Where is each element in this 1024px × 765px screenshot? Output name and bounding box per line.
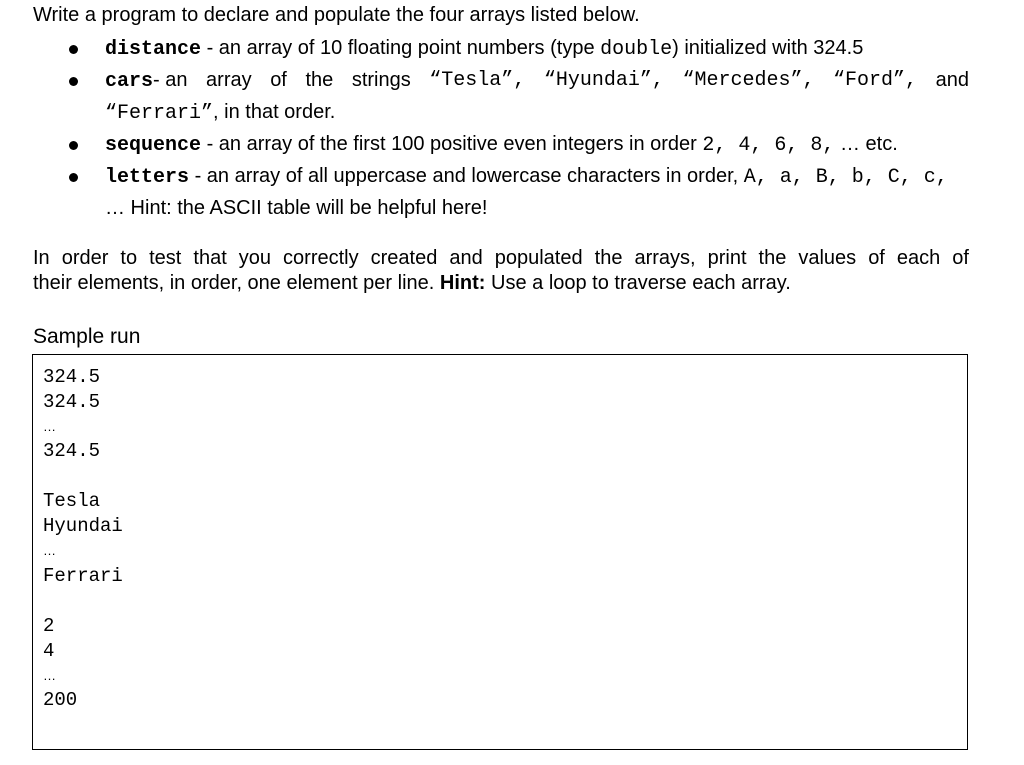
distance-desc-2: ) initialized with 324.5	[672, 37, 864, 59]
bullet-distance	[69, 33, 969, 65]
cars-word: - an	[153, 69, 188, 91]
bullet-cars	[69, 65, 969, 129]
output-line: 4	[43, 640, 55, 662]
paragraph-word: created	[370, 247, 438, 269]
paragraph-word: print	[707, 247, 747, 269]
output-line: 324.5	[43, 391, 101, 413]
type-double: double	[600, 38, 673, 61]
cars-word: strings	[351, 69, 411, 91]
paragraph-word: each	[896, 247, 941, 269]
cars-line-2	[105, 97, 969, 129]
term-cars: cars	[105, 70, 154, 93]
cars-word: of	[270, 69, 287, 91]
paragraph-word: correctly	[283, 247, 359, 269]
term-sequence: sequence	[105, 134, 202, 157]
paragraph-word: populated	[494, 247, 583, 269]
letters-hint: … Hint: the ASCII table will be helpful here!	[105, 197, 488, 219]
bullet-sequence	[69, 129, 969, 161]
bullet-letters	[69, 161, 969, 224]
car-ferrari: “Ferrari”	[105, 102, 214, 125]
output-ellipsis: …	[43, 419, 55, 434]
sample-run-box	[32, 354, 968, 750]
paragraph-word: to	[120, 247, 138, 269]
sequence-desc: - an array of the first 100 positive even integers in order	[201, 133, 703, 155]
output-ellipsis: …	[43, 668, 55, 683]
line2-start: their elements, in order, one element per line.	[33, 272, 440, 294]
car-ford: “Ford”,	[833, 69, 918, 92]
bullet-dot	[69, 141, 78, 150]
paragraph-word: and	[449, 247, 483, 269]
paragraph-word: In	[33, 247, 50, 269]
paragraph-word: values	[798, 247, 857, 269]
array-list	[69, 33, 969, 224]
output-ellipsis: …	[43, 543, 55, 558]
paragraph-word: the	[594, 247, 623, 269]
bullet-dot	[69, 45, 78, 54]
cars-line-1	[105, 65, 969, 97]
cars-word: array	[206, 69, 252, 91]
output-line: Hyundai	[43, 515, 123, 537]
test-paragraph-line-1	[33, 246, 969, 271]
hint-label: Hint:	[439, 272, 486, 294]
test-paragraph	[33, 246, 969, 296]
car-mercedes: “Mercedes”,	[682, 69, 815, 92]
paragraph-word: of	[952, 247, 969, 269]
paragraph-word: order	[61, 247, 109, 269]
cars-line-2-rest: , in that order.	[213, 101, 336, 123]
test-paragraph-line-2	[33, 271, 969, 296]
car-tesla: “Tesla”,	[429, 69, 526, 92]
distance-desc-1: - an array of 10 floating point numbers (type	[201, 37, 601, 59]
output-line: 324.5	[43, 366, 101, 388]
sequence-tail: … etc.	[834, 133, 898, 155]
output-line: 324.5	[43, 440, 101, 462]
paragraph-word: test	[149, 247, 182, 269]
letters-values: A, a, B, b, C, c,	[743, 166, 948, 189]
paragraph-word: that	[193, 247, 227, 269]
cars-word: the	[305, 69, 334, 91]
output-line: 200	[43, 689, 78, 711]
paragraph-word: of	[868, 247, 885, 269]
output-line: Ferrari	[43, 565, 123, 587]
bullet-dot	[69, 77, 78, 86]
line2-end: Use a loop to traverse each array.	[485, 272, 791, 294]
output-line: 2	[43, 615, 55, 637]
paragraph-word: you	[238, 247, 272, 269]
cars-word: and	[935, 69, 969, 91]
instructions-intro: Write a program to declare and populate the four arrays listed below.	[33, 4, 640, 26]
sequence-values: 2, 4, 6, 8,	[702, 134, 835, 157]
sample-run-label: Sample run	[33, 325, 141, 348]
term-letters: letters	[105, 166, 190, 189]
bullet-dot	[69, 173, 78, 182]
paragraph-word: arrays,	[634, 247, 696, 269]
paragraph-word: the	[758, 247, 787, 269]
term-distance: distance	[105, 38, 202, 61]
output-line: Tesla	[43, 490, 101, 512]
car-hyundai: “Hyundai”,	[543, 69, 664, 92]
letters-desc: - an array of all uppercase and lowercase characters in order,	[189, 165, 744, 187]
